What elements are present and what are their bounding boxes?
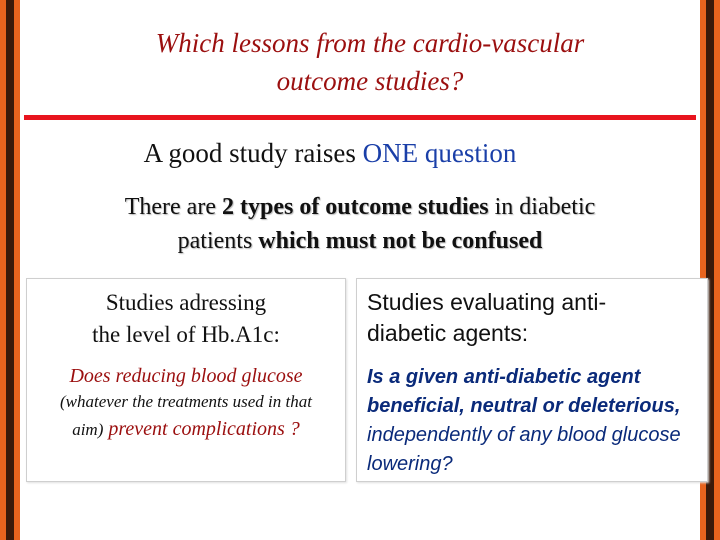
left-study-box [26,278,346,482]
subtitle-prefix: A good study raises [143,138,363,168]
intro-suffix: in diabetic [488,194,596,220]
right-box-heading [367,287,703,349]
slide-title-line1: Which lessons from the cardio-vascular [155,28,585,58]
intro-line2-prefix: patients [177,228,259,254]
right-question [367,363,703,479]
intro-line2-bold: which must not be confused [258,228,543,254]
intro-prefix: There are [124,194,222,220]
left-question-rest: prevent complications ? [103,418,300,440]
frame-right-stripe-outer [714,0,720,540]
intro-line2 [40,224,680,258]
right-question-bold: Is a given anti-diabetic agent beneficial, neutral or deleterious, [367,366,681,417]
left-heading-line2: the level of Hb.A1c: [92,322,280,347]
right-study-box [356,278,708,482]
intro-line1 [40,190,680,224]
frame-left-stripe-inner [14,0,20,540]
left-question-line1: Does reducing blood glucose [69,365,303,387]
title-divider [24,115,696,120]
subtitle-highlight: ONE question [362,138,517,168]
intro-bold-phrase: 2 types of outcome studies [221,194,489,220]
left-box-heading [27,287,345,351]
slide-subtitle [0,138,720,169]
right-heading-line1: Studies evaluating anti- [367,289,607,315]
left-question-aim: aim) [72,420,104,439]
frame-left-stripe-dark [6,0,14,540]
right-heading-line2: diabetic agents: [367,320,529,346]
right-question-rest: independently of any blood glucose lowering? [367,424,681,475]
left-heading-line1: Studies adressing [105,290,267,315]
left-question-line2: (whatever the treatments used in that [60,392,312,411]
slide-title-line2: outcome studies? [276,66,464,96]
slide-title [40,24,700,100]
left-question-line3 [27,418,345,441]
intro-paragraph [40,190,680,258]
